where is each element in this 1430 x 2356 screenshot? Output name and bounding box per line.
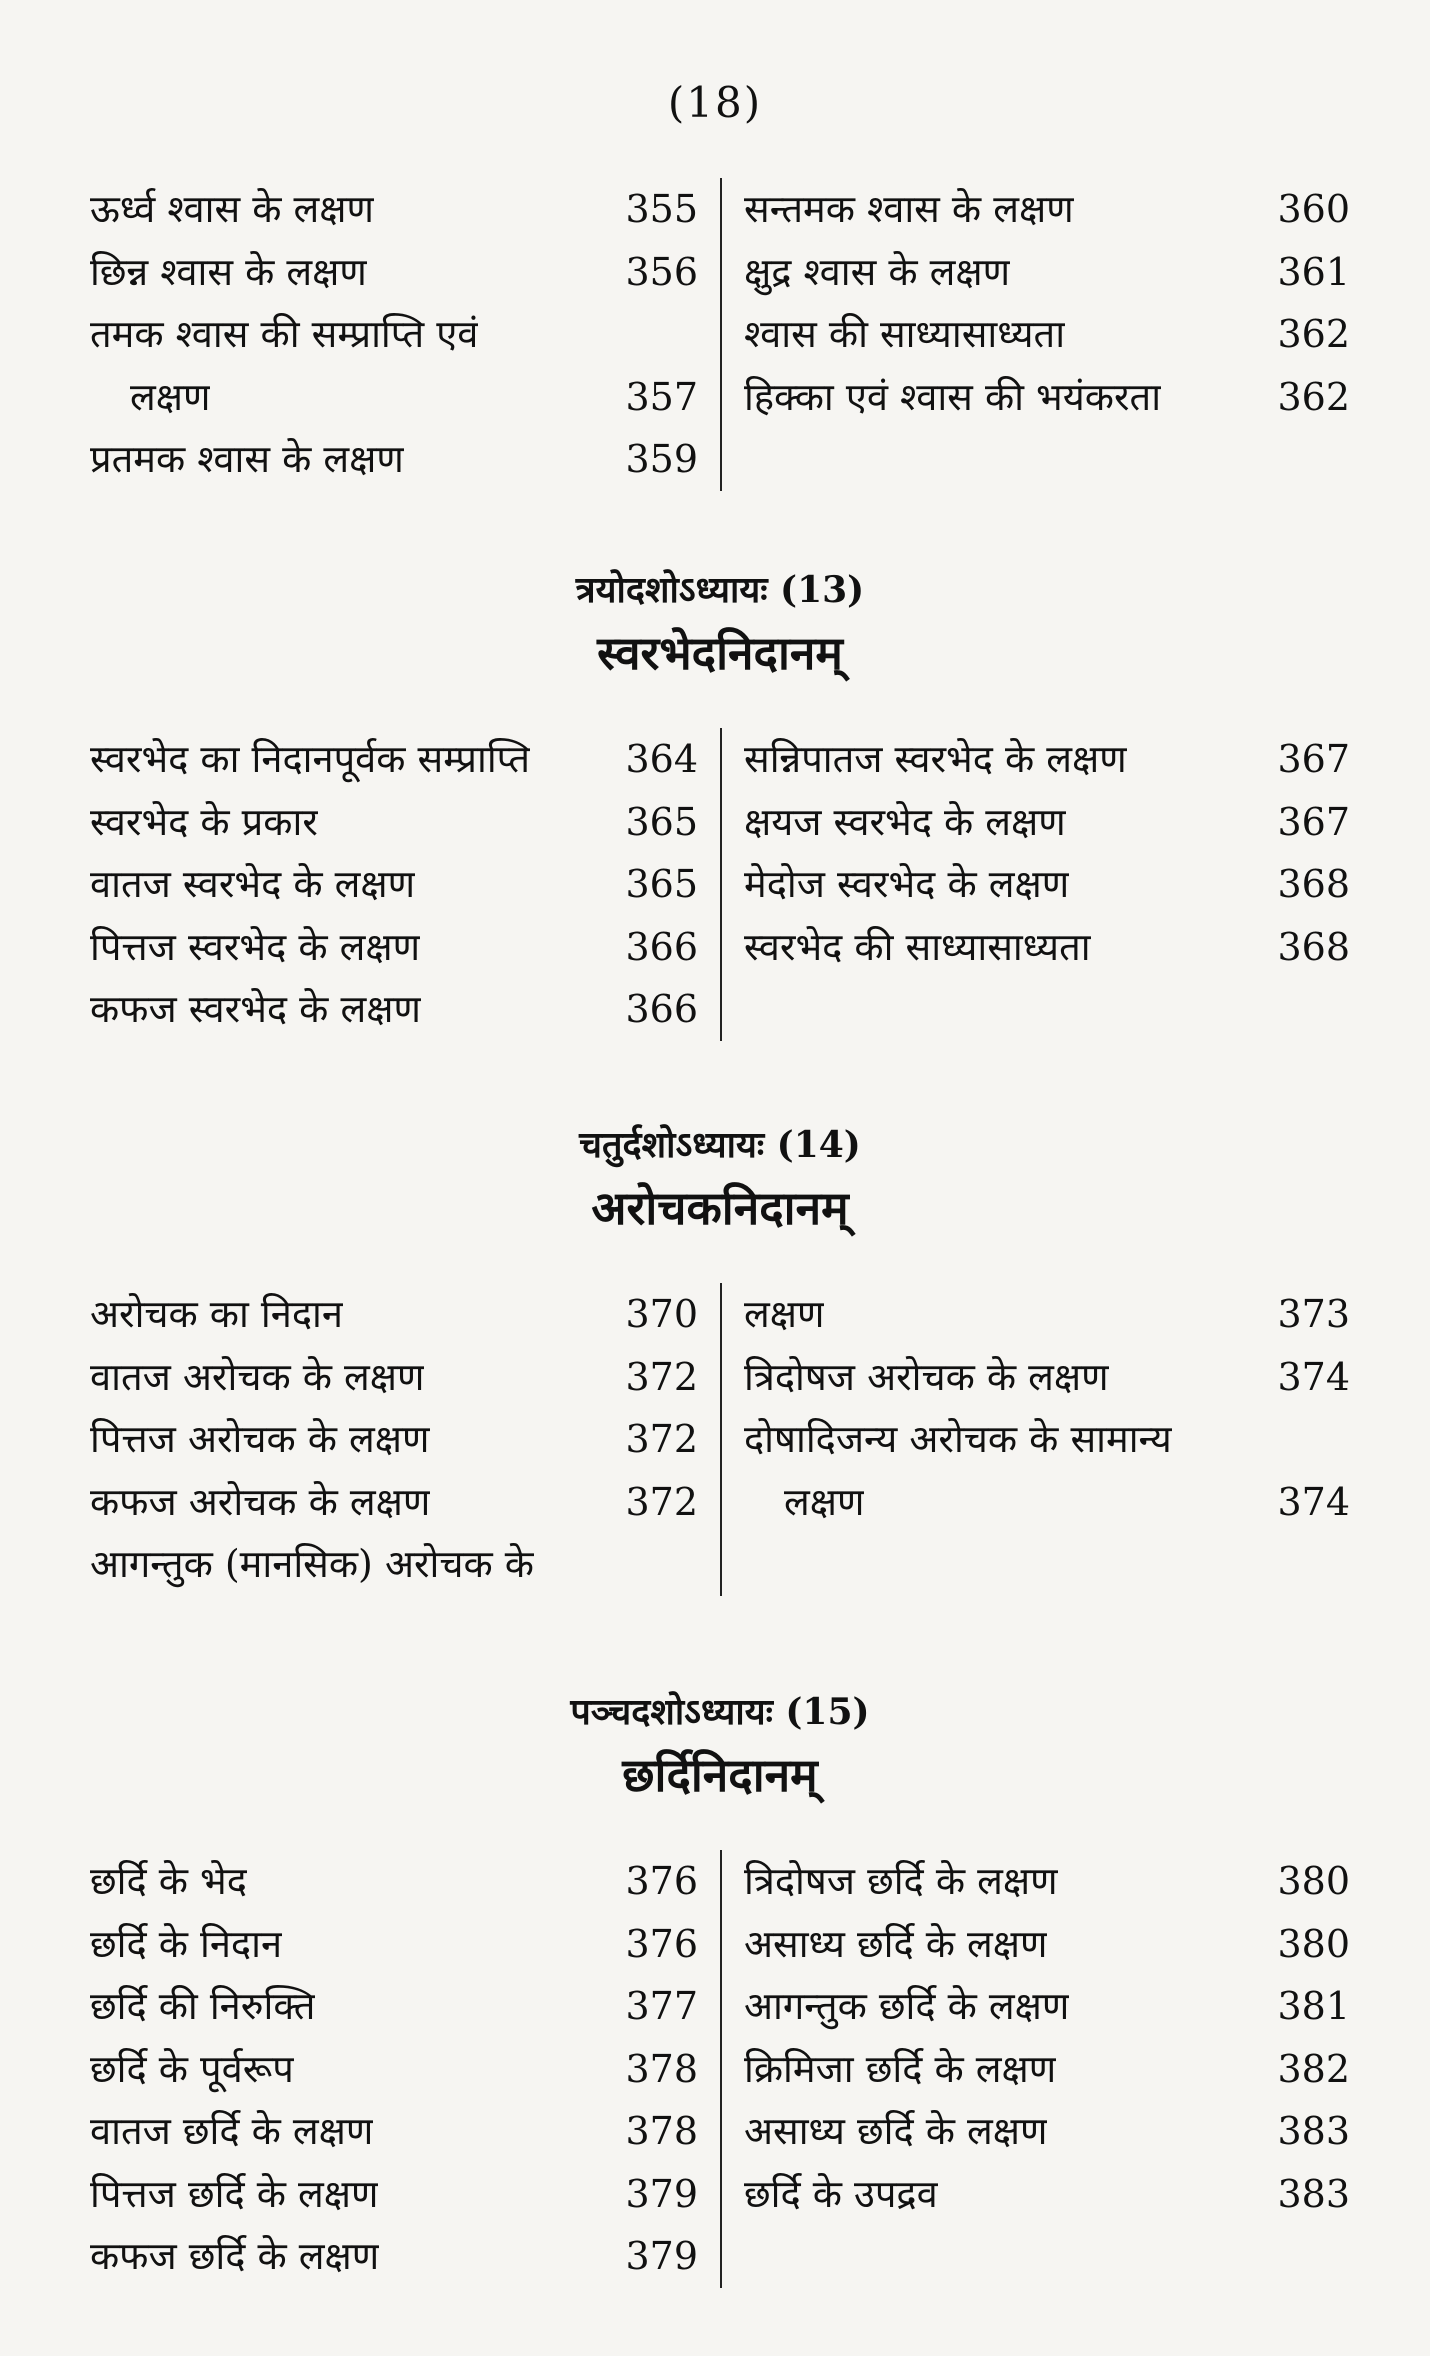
entry-page-number: 359 <box>625 437 698 481</box>
toc-entry <box>90 178 698 241</box>
toc-entry <box>90 241 698 304</box>
entry-label: अरोचक का निदान <box>90 1292 343 1336</box>
toc-entry <box>90 1850 698 1913</box>
chapter-title: अरोचकनिदानम् <box>591 1181 849 1235</box>
entry-label: तमक श्वास की सम्प्राप्ति एवं <box>90 312 479 356</box>
entry-page-number: 372 <box>625 1417 698 1461</box>
toc-entry <box>90 1533 698 1596</box>
entry-page-number: 379 <box>625 2234 698 2278</box>
entry-label: त्रिदोषज छर्दि के लक्षण <box>744 1859 1058 1903</box>
toc-entry <box>744 366 1350 429</box>
entry-page-number: 383 <box>1277 2171 1350 2216</box>
entry-page-number: 376 <box>625 1921 698 1966</box>
entry-page-number: 355 <box>625 187 698 231</box>
toc-entry <box>744 178 1350 241</box>
toc-entry <box>744 1975 1350 2038</box>
toc-entry <box>744 1471 1350 1534</box>
entry-label: मेदोज स्वरभेद के लक्षण <box>744 862 1070 906</box>
entry-label: छर्दि के भेद <box>90 1859 247 1903</box>
toc-entry <box>90 303 698 366</box>
entry-label: स्वरभेद की साध्यासाध्यता <box>744 924 1091 969</box>
entry-label: वातज स्वरभेद के लक्षण <box>90 862 416 906</box>
entry-page-number: 376 <box>625 1859 698 1903</box>
entry-page-number: 378 <box>625 2046 698 2091</box>
entry-label: छर्दि की निरुक्ति <box>90 1984 316 2028</box>
chapter-title: स्वरभेदनिदानम् <box>597 626 843 680</box>
toc-entry <box>90 853 698 916</box>
toc-column-right <box>720 1283 1350 1596</box>
entry-page-number: 362 <box>1277 374 1350 419</box>
toc-entry <box>90 791 698 854</box>
toc-entry <box>744 2100 1350 2163</box>
entry-page-number: 380 <box>1277 1921 1350 1966</box>
entry-label: छर्दि के निदान <box>90 1921 283 1966</box>
toc-section <box>90 1684 1350 2288</box>
entry-page-number: 366 <box>625 987 698 1031</box>
entry-label: स्वरभेद का निदानपूर्वक सम्प्राप्ति <box>90 737 531 781</box>
entry-label: स्वरभेद के प्रकार <box>90 799 318 844</box>
toc-column-right <box>720 1850 1350 2288</box>
toc-entry <box>744 1913 1350 1976</box>
toc-column-left <box>90 728 720 1041</box>
entry-label: आगन्तुक (मानसिक) अरोचक के <box>90 1542 534 1586</box>
toc-entry <box>90 1408 698 1471</box>
toc-entry <box>744 1283 1350 1346</box>
entry-label: पित्तज छर्दि के लक्षण <box>90 2171 379 2216</box>
toc-entry <box>90 978 698 1041</box>
entry-page-number: 365 <box>625 799 698 844</box>
entry-page-number: 370 <box>625 1292 698 1336</box>
toc-entry <box>744 2163 1350 2226</box>
entry-label: सन्तमक श्वास के लक्षण <box>744 187 1074 231</box>
entry-label: क्षयज स्वरभेद के लक्षण <box>744 799 1066 844</box>
chapter-number: पञ्चदशोऽध्यायः (15) <box>570 1691 870 1733</box>
page-number: (18) <box>667 78 763 127</box>
entry-page-number: 367 <box>1277 737 1350 781</box>
entry-page-number: 362 <box>1277 312 1350 356</box>
entry-label: प्रतमक श्वास के लक्षण <box>90 437 404 481</box>
entry-page-number: 366 <box>625 924 698 969</box>
toc-entry <box>90 366 698 429</box>
entry-page-number: 372 <box>625 1354 698 1399</box>
entry-label: असाध्य छर्दि के लक्षण <box>744 1921 1048 1966</box>
entry-page-number: 383 <box>1277 2109 1350 2153</box>
toc-entry <box>90 1283 698 1346</box>
entry-label: वातज छर्दि के लक्षण <box>90 2109 374 2153</box>
toc-entry <box>90 428 698 491</box>
entry-page-number: 368 <box>1277 924 1350 969</box>
entry-label: आगन्तुक छर्दि के लक्षण <box>744 1984 1070 2028</box>
toc-column-right <box>720 728 1350 1041</box>
toc-entry <box>744 916 1350 979</box>
entry-page-number: 379 <box>625 2171 698 2216</box>
entry-label: छर्दि के पूर्वरूप <box>90 2046 294 2091</box>
toc-entry <box>90 2100 698 2163</box>
entry-label: कफज अरोचक के लक्षण <box>90 1479 431 1524</box>
toc-entry <box>744 791 1350 854</box>
entry-page-number: 374 <box>1277 1354 1350 1399</box>
toc-entry <box>90 1975 698 2038</box>
toc-entry <box>90 1471 698 1534</box>
entry-page-number: 360 <box>1277 187 1350 231</box>
entry-label: छर्दि के उपद्रव <box>744 2171 938 2216</box>
entry-page-number: 364 <box>625 737 698 781</box>
entry-label: श्वास की साध्यासाध्यता <box>744 312 1066 356</box>
entry-label: दोषादिजन्य अरोचक के सामान्य <box>744 1417 1172 1461</box>
entry-page-number: 356 <box>625 249 698 294</box>
entry-page-number: 357 <box>625 374 698 419</box>
toc-entry <box>90 1346 698 1409</box>
toc-column-right <box>720 178 1350 491</box>
entry-label: कफज छर्दि के लक्षण <box>90 2234 380 2278</box>
toc-column-left <box>90 1850 720 2288</box>
entry-page-number: 365 <box>625 862 698 906</box>
entry-label: त्रिदोषज अरोचक के लक्षण <box>744 1354 1109 1399</box>
toc-entry <box>744 853 1350 916</box>
entry-page-number: 380 <box>1277 1859 1350 1903</box>
toc-section <box>90 562 1350 1041</box>
entry-label: लक्षण <box>744 1292 825 1336</box>
toc-entry <box>90 2163 698 2226</box>
toc-entry <box>90 1913 698 1976</box>
toc-column-left <box>90 178 720 491</box>
toc-column-left <box>90 1283 720 1596</box>
toc-entry <box>90 2225 698 2288</box>
entry-label: क्रिमिजा छर्दि के लक्षण <box>744 2046 1057 2091</box>
entry-page-number: 373 <box>1277 1292 1350 1336</box>
entry-label: लक्षण <box>784 1479 865 1524</box>
entry-label: कफज स्वरभेद के लक्षण <box>90 987 421 1031</box>
toc-entry <box>90 2038 698 2101</box>
toc-entry <box>744 728 1350 791</box>
toc-entry <box>744 1408 1350 1471</box>
toc-entry <box>744 241 1350 304</box>
entry-page-number: 378 <box>625 2109 698 2153</box>
entry-page-number: 377 <box>625 1984 698 2028</box>
toc-entry <box>744 1850 1350 1913</box>
entry-label: ऊर्ध्व श्वास के लक्षण <box>90 187 374 231</box>
entry-page-number: 374 <box>1277 1479 1350 1524</box>
entry-label: क्षुद्र श्वास के लक्षण <box>744 249 1011 294</box>
toc-entry <box>744 2038 1350 2101</box>
entry-label: वातज अरोचक के लक्षण <box>90 1354 425 1399</box>
toc-entry <box>90 728 698 791</box>
entry-label: पित्तज स्वरभेद के लक्षण <box>90 924 421 969</box>
chapter-title: छर्दिनिदानम् <box>622 1748 818 1802</box>
entry-page-number: 368 <box>1277 862 1350 906</box>
toc-entry <box>744 303 1350 366</box>
chapter-number: त्रयोदशोऽध्यायः (13) <box>575 569 865 611</box>
entry-label: सन्निपातज स्वरभेद के लक्षण <box>744 737 1127 781</box>
chapter-number: चतुर्दशोऽध्यायः (14) <box>579 1124 861 1166</box>
entry-label: हिक्का एवं श्वास की भयंकरता <box>744 374 1162 419</box>
toc-section <box>90 1117 1350 1596</box>
entry-label: छिन्न श्वास के लक्षण <box>90 249 367 294</box>
toc-section <box>90 178 1350 491</box>
entry-label: असाध्य छर्दि के लक्षण <box>744 2109 1048 2153</box>
entry-page-number: 367 <box>1277 799 1350 844</box>
entry-page-number: 382 <box>1277 2046 1350 2091</box>
entry-label: पित्तज अरोचक के लक्षण <box>90 1417 430 1461</box>
toc-entry <box>90 916 698 979</box>
entry-label: लक्षण <box>130 374 211 419</box>
entry-page-number: 361 <box>1277 249 1350 294</box>
entry-page-number: 381 <box>1277 1984 1350 2028</box>
toc-entry <box>744 1346 1350 1409</box>
entry-page-number: 372 <box>625 1479 698 1524</box>
